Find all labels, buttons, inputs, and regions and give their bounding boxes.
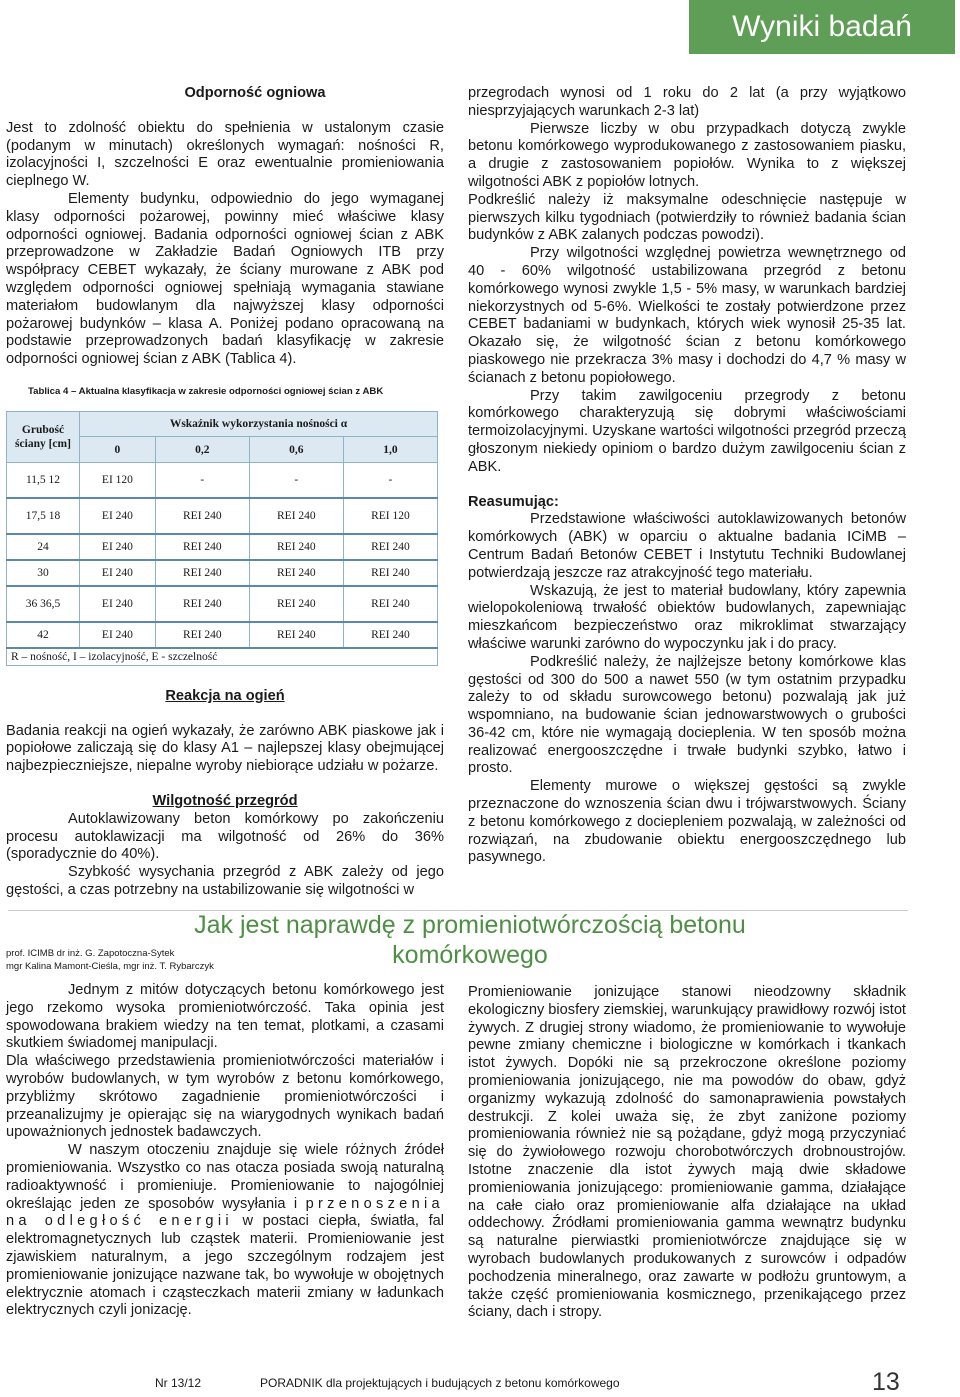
- table-cell: REI 120: [343, 498, 437, 534]
- column-header-group: Wskaźnik wykorzystania nośności α: [80, 411, 438, 437]
- paragraph: Elementy murowe o większej gęstości są zwykle przeznaczone do wznoszenia ścian dwu i trójwarstwowych. Ściany z betonu komórkowego z dociepleniem pozwalają, w zależności od rozwiązań, na zbudowanie obiektu energooszczędnego lub pasywnego.: [468, 778, 906, 866]
- table-cell: REI 240: [155, 498, 249, 534]
- table-cell: REI 240: [343, 622, 437, 648]
- table-cell: REI 240: [343, 586, 437, 622]
- table-cell: REI 240: [249, 622, 343, 648]
- table-row: [7, 534, 438, 560]
- table-note: R – nośność, I – izolacyjność, E - szczelność: [7, 648, 438, 666]
- thickness-cell: 11,5 12: [7, 462, 80, 498]
- right-top-column: [468, 85, 906, 867]
- paragraph: Przedstawione właściwości autoklawizowanych betonów komórkowych (ABK) w oparciu o aktualne badania ICiMB – Centrum Badań Betonów CEBET i Instytutu Techniki Budowlanej potwierdzają jeszcze raz atrakcyjność tego materiału.: [468, 511, 906, 581]
- authors: [6, 948, 214, 973]
- table-cell: REI 240: [343, 534, 437, 560]
- table-cell: REI 240: [249, 498, 343, 534]
- paragraph: Przy takim zawilgoceniu przegrody z betonu komórkowego charakteryzują się dobrymi właściwościami termoizolacyjnymi. Uzyskane wartości wilgotności przegród przeczą głoszonym niekiedy opiniom o bardzo dużym zawilgoceniu ścian z ABK.: [468, 387, 906, 475]
- fire-resistance-table: [6, 411, 438, 666]
- paragraph: Przy wilgotności względnej powietrza wewnętrznego od 40 - 60% wilgotność ustabilizowana przegród z betonu komórkowego wynosi zwykle 1,5 - 5% masy, w warunkach bardziej niekorzystnych od 5-6%. Wielkości te zostały potwierdzone przez CEBET badaniami w budynkach, których wiek wynosił 25-35 lat. Okazało się, że wilgotność ścian z betonu komórkowego piaskowego nie przekracza 3% masy i dochodzi do 4,7 % masy w ścianach z betonu popiołowego.: [468, 245, 906, 386]
- paragraph: Autoklawizowany beton komórkowy po zakończeniu procesu autoklawizacji ma wilgotność od 26% do 36% (sporadycznie do 40%).: [6, 810, 444, 863]
- table-caption: Tablica 4 – Aktualna klasyfikacja w zakresie odporności ogniowej ścian z ABK: [28, 385, 384, 397]
- right-bottom-column: [468, 984, 906, 1322]
- article-title: Jak jest naprawdę z promieniotwórczością betonu komórkowego: [194, 911, 746, 969]
- table-row: [7, 498, 438, 534]
- thickness-cell: 30: [7, 560, 80, 586]
- table-cell: REI 240: [249, 534, 343, 560]
- table-cell: REI 240: [155, 622, 249, 648]
- paragraph: Badania reakcji na ogień wykazały, że zarówno ABK piaskowe jak i popiołowe zaliczają się do klasy A1 – najlepszej klasy obejmującej najbezpieczniejsze, niepalne wyroby niebiorące udziału w pożarze.: [6, 722, 444, 775]
- author-line: prof. ICIMB dr inż. G. Zapotoczna-Sytek: [6, 948, 175, 959]
- table-cell: REI 240: [155, 560, 249, 586]
- paragraph: [6, 1142, 444, 1320]
- alpha-header: 0,2: [155, 437, 249, 463]
- column-header-thickness: Grubość ściany [cm]: [7, 411, 80, 462]
- table-cell: EI 240: [80, 534, 156, 560]
- table-cell: REI 240: [155, 534, 249, 560]
- author-line: mgr Kalina Mamont-Cieśla, mgr inż. T. Rybarczyk: [6, 960, 214, 972]
- thickness-cell: 24: [7, 534, 80, 560]
- table-cell: REI 240: [155, 586, 249, 622]
- table-cell: EI 240: [80, 560, 156, 586]
- paragraph: przegrodach wynosi od 1 roku do 2 lat (a przy wyjątkowo niesprzyjających warunkach 2-3 lat): [468, 85, 906, 119]
- table-row: [7, 560, 438, 586]
- page-number: 13: [872, 1368, 900, 1396]
- thickness-cell: 42: [7, 622, 80, 648]
- magazine-title: PORADNIK dla projektujących i budujących z betonu komórkowego: [260, 1376, 620, 1390]
- paragraph: Szybkość wysychania przegród z ABK zależy od jego gęstości, a czas potrzebny na ustabilizowanie się wilgotności w: [6, 864, 444, 898]
- table-row: [7, 622, 438, 648]
- table-cell: -: [249, 462, 343, 498]
- paragraph-part: W naszym otoczeniu znajduje się wiele różnych źródeł promieniowania. Wszystko co nas otacza posiada swoją naturalną radioaktywność i promieniuje. Promieniowanie to najogólniej określając jeden ze sposobów wysyłania i: [6, 1142, 444, 1212]
- issue-number: Nr 13/12: [155, 1376, 202, 1390]
- paragraph: Promieniowanie jonizujące stanowi nieodzowny składnik ekologiczny biosfery ziemskiej, warunkujący prawidłowy rozwój istot żywych. Z drugiej strony wiadomo, że promieniowanie to wywołuje pewne zmiany chemiczne i biologiczne w komórkach i tkankach istot żywych. Dopóki nie są przekroczone określone poziomy promieniowania jonizującego, nie ma powodów do obaw, gdyż organizmy wykazują zdolność do samonaprawienia powstałych destrukcji. Z kolei uważa się, że zbyt zaniżone poziomy promieniowania również nie są pożądane, gdyż mogą przyczyniać się do żywiołowego rozwoju chorobotwórczych drobnoustrojów. Istotne znaczenie dla istot żywych mają dwie składowe promieniowania jonizującego: promieniowanie gamma, działające na całe ciało oraz promieniowanie alfa działające na układ oddechowy. Źródłami promieniowania gamma wewnątrz budynku są naturalne pierwiastki promieniotwórcze znajdujące się w wyrobach budowlanych produkowanych z surowców i odpadów pochodzenia mineralnego, oraz zawarte w podłożu gruntowym, a także część promieniowania kosmicznego, przenikającego przez ściany, dach i stropy.: [468, 984, 906, 1321]
- table-cell: REI 240: [249, 586, 343, 622]
- section-title-wilgotnosc: Wilgotność przegród: [152, 792, 298, 809]
- paragraph: Podkreślić należy iż maksymalne odeschnięcie następuje w pierwszych kilku tygodniach (potwierdziły to również badania ścian budynków z ABK zalanych podczas powodzi).: [468, 191, 906, 244]
- left-top-column: [6, 85, 444, 900]
- paragraph-part: przenoszenia na odległość energii: [6, 1195, 444, 1230]
- thickness-cell: 17,5 18: [7, 498, 80, 534]
- section-title-reakcja: Reakcja na ogień: [165, 687, 285, 704]
- table-row: [7, 462, 438, 498]
- section-header: Wyniki badań: [689, 0, 955, 54]
- table-cell: REI 240: [343, 560, 437, 586]
- paragraph: Elementy budynku, odpowiednio do jego wymaganej klasy odporności pożarowej, powinny mieć właściwe klasy odporności ogniowej. Badania odporności ogniowej ścian z ABK przeprowadzone w Zakładzie Badań Ogniowych ITB przy współpracy CEBET wykazały, że ściany murowane z ABK pod względem odporności ogniowej spełniają wymagania stawiane materiałom budowlanym dla najwyższej klasy odporności pożarowej budynków – klasa A. Poniżej podano opracowaną na podstawie przeprowadzonych badań klasyfikację w zakresie odporności ogniowej ścian z ABK (Tablica 4).: [6, 190, 444, 368]
- alpha-header: 0: [80, 437, 156, 463]
- left-bottom-column: [6, 982, 444, 1320]
- paragraph-part: w postaci ciepła, światła, fal elektromagnetycznych lub cząstek materii. Promieniowanie jest zjawiskiem naturalnym, a jego szczególnym rodzajem jest promieniowanie jonizujące nazwane tak, bo wywołuje w obojętnych elektrycznie atomach i cząsteczkach materii zmiany w ładunkach elektrycznych czyli jonizację.: [6, 1213, 444, 1319]
- alpha-header: 0,6: [249, 437, 343, 463]
- section-title-odpornosc: Odporność ogniowa: [184, 85, 326, 101]
- alpha-header: 1,0: [343, 437, 437, 463]
- table-cell: EI 120: [80, 462, 156, 498]
- paragraph: Dla właściwego przedstawienia promieniotwórczości materiałów i wyrobów budowlanych, w tym wyrobów z betonu komórkowego, przybliżmy skrótowo zagadnienie promieniotwórczości i przeanalizujmy je opierając się na wiarygodnych wynikach badań upoważnionych jednostek badawczych.: [6, 1053, 444, 1141]
- table-cell: REI 240: [249, 560, 343, 586]
- table-cell: -: [155, 462, 249, 498]
- table-cell: EI 240: [80, 622, 156, 648]
- table-cell: -: [343, 462, 437, 498]
- paragraph: Pierwsze liczby w obu przypadkach dotyczą zwykle betonu komórkowego wyprodukowanego z zastosowaniem piasku, a drugie z zastosowaniem popiołów. Wynika to z większej wilgotności ABK z popiołów lotnych.: [468, 120, 906, 190]
- table-cell: EI 240: [80, 498, 156, 534]
- thickness-cell: 36 36,5: [7, 586, 80, 622]
- paragraph: Wskazują, że jest to materiał budowlany, który zapewnia wielopokoleniową trwałość obiektów budowlanych, zapewniając mieszkańcom bezpieczeństwo oraz mikroklimat stwarzający właściwe warunki zarówno do wypoczynku jak i do pracy.: [468, 582, 906, 652]
- table-row: [7, 586, 438, 622]
- section-title-reasumujac: Reasumując:: [468, 493, 559, 510]
- paragraph: Podkreślić należy, że najlżejsze betony komórkowe klas gęstości od 300 do 500 a nawet 550 (w tym ostatnim przypadku zależy to od składu surowcowego betonu) pozwalają jak już wspomniano, na budowanie ścian jednowarstwowych o grubości 36-42 cm, które nie wymagają docieplenia. W ten sposób można realizować energooszczędne i trwałe budynki szybko, łatwo i prosto.: [468, 653, 906, 777]
- paragraph: Jest to zdolność obiektu do spełnienia w ustalonym czasie (podanym w minutach) określonych wymagań: nośności R, izolacyjności I, szczelności E oraz ewentualnie promieniowania cieplnego W.: [6, 119, 444, 190]
- paragraph: Jednym z mitów dotyczących betonu komórkowego jest jego rzekomo wysoka promieniotwórczość. Taka opinia jest spowodowana brakiem wiedzy na ten temat, plotkami, a czasami skutkiem świadomej manipulacji.: [6, 982, 444, 1052]
- table-cell: EI 240: [80, 586, 156, 622]
